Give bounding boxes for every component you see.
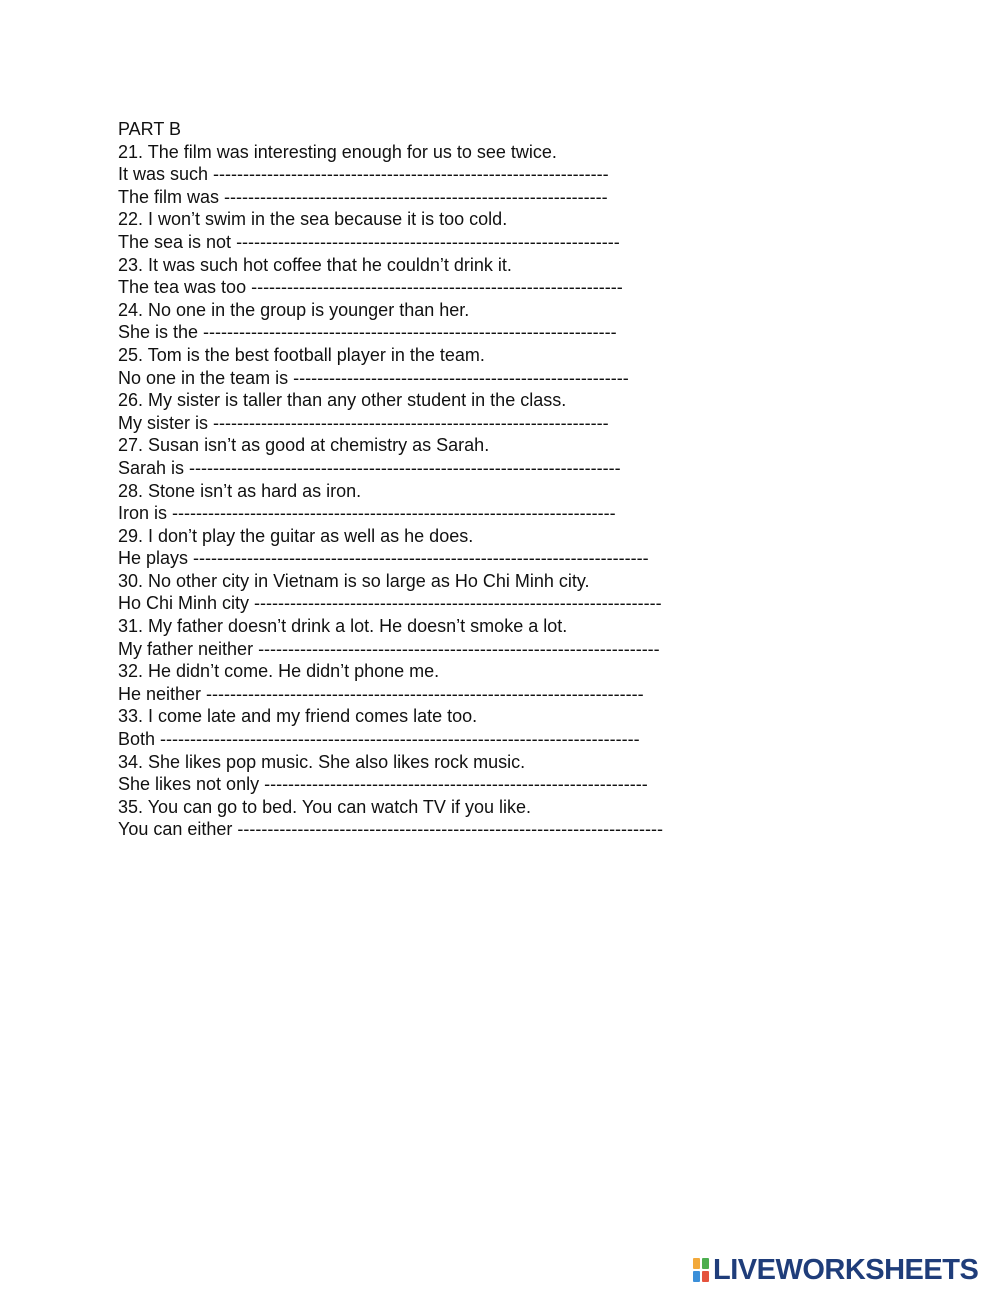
logo-mark-square-4 <box>702 1271 709 1282</box>
answer-line[interactable]: You can either ----------------------------------------------------------------------- <box>118 819 664 840</box>
liveworksheets-logo <box>692 1255 978 1285</box>
part-heading: PART B <box>118 119 182 139</box>
exercise-question: 22. I won’t swim in the sea because it is too cold. <box>118 209 508 230</box>
answer-line[interactable]: My sister is ------------------------------------------------------------------ <box>118 412 609 433</box>
answer-line[interactable]: It was such ------------------------------------------------------------------ <box>118 164 609 185</box>
answer-line[interactable]: No one in the team is -------------------------------------------------------- <box>118 367 629 388</box>
exercise-question: 23. It was such hot coffee that he couldn’t drink it. <box>118 254 512 275</box>
exercise-question: 30. No other city in Vietnam is so large as Ho Chi Minh city. <box>118 570 590 591</box>
answer-line[interactable]: My father neither ------------------------------------------------------------------- <box>118 638 660 659</box>
answer-line[interactable]: Iron is -------------------------------------------------------------------------- <box>118 503 616 524</box>
exercise-question: 34. She likes pop music. She also likes rock music. <box>118 751 526 772</box>
answer-line[interactable]: The sea is not ---------------------------------------------------------------- <box>118 231 620 252</box>
answer-line[interactable]: She likes not only ---------------------------------------------------------------- <box>118 774 648 795</box>
exercise-question: 24. No one in the group is younger than her. <box>118 299 470 320</box>
logo-mark-square-2 <box>702 1258 709 1269</box>
exercise-question: 29. I don’t play the guitar as well as he does. <box>118 525 474 546</box>
worksheet <box>118 118 738 841</box>
exercise-question: 31. My father doesn’t drink a lot. He doesn’t smoke a lot. <box>118 616 568 637</box>
answer-line[interactable]: She is the --------------------------------------------------------------------- <box>118 322 617 343</box>
logo-text: LIVEWORKSHEETS <box>713 1254 979 1286</box>
logo-mark-icon <box>692 1257 710 1283</box>
exercise-question: 21. The film was interesting enough for us to see twice. <box>118 141 557 162</box>
answer-line[interactable]: Both -------------------------------------------------------------------------------- <box>118 729 640 750</box>
exercise-question: 32. He didn’t come. He didn’t phone me. <box>118 661 440 682</box>
exercise-list <box>118 141 738 841</box>
exercise-question: 26. My sister is taller than any other student in the class. <box>118 390 567 411</box>
exercise-question: 35. You can go to bed. You can watch TV if you like. <box>118 796 531 817</box>
answer-line[interactable]: He neither ------------------------------------------------------------------------- <box>118 683 644 704</box>
answer-line[interactable]: The film was ---------------------------------------------------------------- <box>118 186 608 207</box>
exercise-question: 33. I come late and my friend comes late too. <box>118 706 478 727</box>
logo-mark-square-3 <box>693 1271 700 1282</box>
answer-line[interactable]: The tea was too -------------------------------------------------------------- <box>118 277 623 298</box>
exercise-question: 28. Stone isn’t as hard as iron. <box>118 480 362 501</box>
exercise-question: 27. Susan isn’t as good at chemistry as Sarah. <box>118 435 490 456</box>
answer-line[interactable]: Sarah is ------------------------------------------------------------------------ <box>118 457 621 478</box>
answer-line[interactable]: He plays ---------------------------------------------------------------------------- <box>118 548 649 569</box>
logo-mark-square-1 <box>693 1258 700 1269</box>
exercise-question: 25. Tom is the best football player in the team. <box>118 344 485 365</box>
answer-line[interactable]: Ho Chi Minh city -------------------------------------------------------------------- <box>118 593 662 614</box>
